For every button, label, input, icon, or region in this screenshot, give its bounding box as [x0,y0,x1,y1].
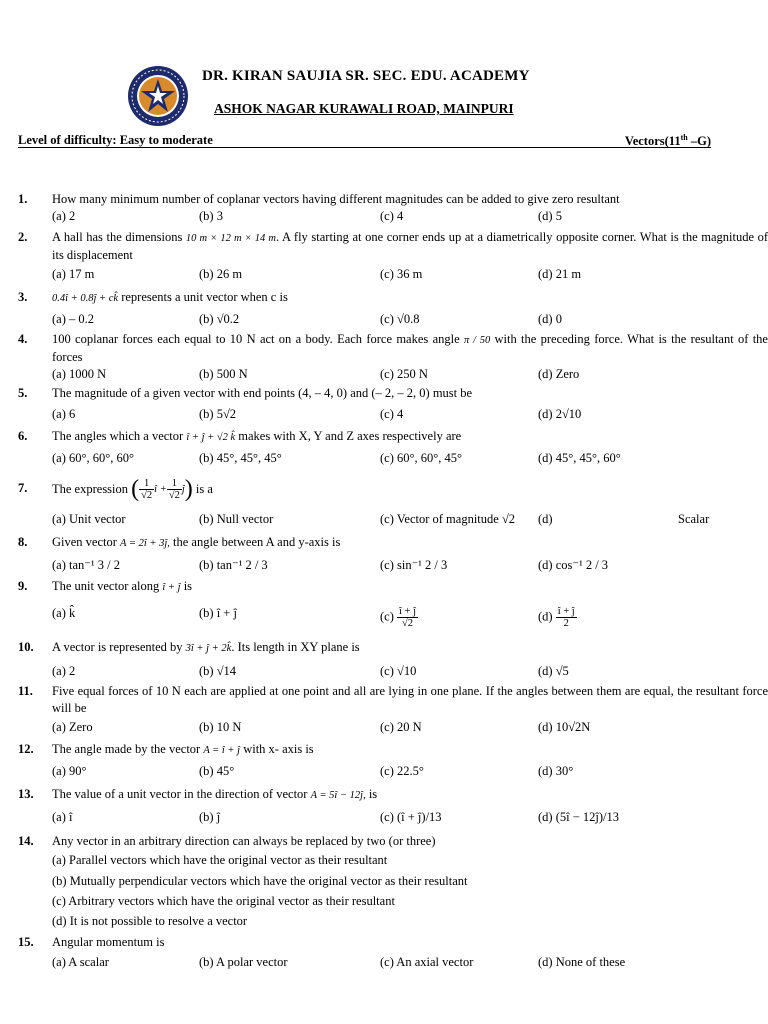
question-text: Five equal forces of 10 N each are applied at one point and all are lying in one plane. If the angles between them are equal, the resultant force will be [52,684,768,715]
question-text: The expression ( $\frac{1}{√2}$ î + $\frac{1}{√2}$ ĵ) is a [52,476,213,502]
option-a: (a) tan⁻¹ 3 / 2 [52,558,120,572]
option-a: (a) Zero [52,720,93,734]
question-text: A hall has the dimensions 10 m × 12 m × 14 m. A fly starting at one corner ends up at a diametrically opposite corner. What is the magnitude of its displacement [52,230,768,262]
option-a: (a) k̂ [52,606,76,620]
question-number: 8. [18,535,28,549]
question-text: 0.4î + 0.8ĵ + ck̂ represents a unit vector when c is [52,290,288,304]
option-a: (a) 6 [52,407,76,421]
question-2-options [52,267,768,285]
option-b: (b) 45° [199,764,235,778]
option-c: (c) √10 [380,664,417,678]
option-b: (b) 3 [199,209,223,223]
question-10-options [52,664,768,682]
subject-title: Vectors(11th –G) [624,133,711,149]
option-b: (b) 5√2 [199,407,237,421]
option-b: (b) 500 N [199,367,248,381]
question-11-options [52,720,768,738]
question-number: 2. [18,230,28,244]
question-7-options [52,512,768,530]
open-paren: ( [131,476,140,502]
fraction: $\frac{1}{√2}$ [141,478,153,501]
academy-seal-logo [126,64,190,128]
question-text: A vector is represented by 3î + ĵ + 2k̂. Its length in XY plane is [52,640,360,654]
question-number: 13. [18,787,34,801]
question-number: 4. [18,332,28,346]
option-c: (c) An axial vector [380,955,474,969]
option-a: (a) 2 [52,664,76,678]
option-a: (a) 17 m [52,267,95,281]
option-b: (b) 26 m [199,267,243,281]
option-c: (c) 60°, 60°, 45° [380,451,462,465]
option-d: (d) 0 [538,312,562,326]
option-d: (d) It is not possible to resolve a vector [52,914,248,928]
option-d: (d) None of these [538,955,626,969]
option-c: (c) sin⁻¹ 2 / 3 [380,558,448,572]
difficulty-level: Level of difficulty: Easy to moderate [18,133,213,147]
question-4-options [52,367,768,385]
option-d: (d) (5î − 12ĵ)/13 [538,810,619,824]
option-d-text: Scalar [678,512,710,526]
option-c: (c) Vector of magnitude √2 [380,512,516,526]
option-d: (d) [538,512,553,526]
option-b: (b) ĵ [199,810,221,824]
question-8-options [52,557,768,575]
fraction: $\frac{î + ĵ}{2}$ [557,606,575,629]
question-15-options [52,955,768,973]
option-c: (c) 4 [380,407,404,421]
question-number: 10. [18,640,34,654]
question-number: 14. [18,834,34,848]
question-5-options [52,407,768,425]
option-b: (b) Mutually perpendicular vectors which have the original vector as their resultant [52,874,468,888]
close-paren: ) [184,476,193,502]
option-d: (d) 2√10 [538,407,582,421]
question-text: How many minimum number of coplanar vectors having different magnitudes can be added to give zero resultant [52,192,620,206]
option-d: (d) Zero [538,367,580,381]
question-number: 9. [18,579,28,593]
question-text: 100 coplanar forces each equal to 10 N act on a body. Each force makes angle π / 50 with the preceding force. What is the resultant of the forces [52,332,768,364]
option-b: (b) 45°, 45°, 45° [199,451,282,465]
option-c: (c) 20 N [380,720,422,734]
question-3-options [52,312,768,330]
question-number: 11. [18,684,33,698]
option-d: (d) √5 [538,664,569,678]
option-d: (d) 5 [538,209,562,223]
option-b: (b) Null vector [199,512,274,526]
question-number: 6. [18,429,28,443]
option-a: (a) – 0.2 [52,312,94,326]
question-number: 5. [18,386,28,400]
option-c: (c) Arbitrary vectors which have the original vector as their resultant [52,894,395,908]
option-d: (d) 21 m [538,267,582,281]
option-a: (a) Unit vector [52,512,126,526]
question-text: The angles which a vector î + ĵ + √2 k̂ makes with X, Y and Z axes respectively are [52,429,462,443]
question-text: Given vector A = 2î + 3ĵ, the angle between A and y-axis is [52,535,341,549]
question-1-options [52,209,768,227]
question-text: Any vector in an arbitrary direction can always be replaced by two (or three) [52,834,436,848]
question-number: 7. [18,481,28,495]
question-text: The unit vector along î + ĵ is [52,579,193,593]
option-c: (c) (î + ĵ)/13 [380,810,442,824]
option-c: (c) √0.8 [380,312,420,326]
option-b: (b) √14 [199,664,237,678]
question-text: Angular momentum is [52,935,165,949]
option-b: (b) √0.2 [199,312,240,326]
question-12-options [52,764,768,782]
header-rule [18,147,711,148]
option-b: (b) î + ĵ [199,606,237,620]
question-13-options [52,810,768,828]
option-a: (a) 1000 N [52,367,107,381]
question-number: 12. [18,742,34,756]
option-d: (d) 10√2N [538,720,591,734]
question-number: 15. [18,935,34,949]
question-text: The value of a unit vector in the direction of vector A = 5î − 12ĵ, is [52,787,378,801]
option-a: (a) 60°, 60°, 60° [52,451,134,465]
option-c: (c) 250 N [380,367,428,381]
school-name: DR. KIRAN SAUJIA SR. SEC. EDU. ACADEMY [202,68,530,84]
question-number: 1. [18,192,28,206]
option-d: (d) 30° [538,764,574,778]
option-b: (b) 10 N [199,720,242,734]
question-7 [18,478,752,508]
option-d: (d) 45°, 45°, 60° [538,451,621,465]
question-text: The angle made by the vector A = î + ĵ with x- axis is [52,742,314,756]
option-c: (c) 22.5° [380,764,424,778]
option-a: (a) Parallel vectors which have the original vector as their resultant [52,853,388,867]
fraction: $\frac{1}{√2}$ [168,478,180,501]
fraction: $\frac{î + ĵ}{√2}$ [399,606,417,629]
option-d: (d) $\frac{î + ĵ}{2}$ [538,606,575,629]
option-a: (a) 2 [52,209,76,223]
school-address: ASHOK NAGAR KURAWALI ROAD, MAINPURI [214,101,514,116]
option-c: (c) $\frac{î + ĵ}{√2}$ [380,606,417,629]
question-text: The magnitude of a given vector with end points (4, – 4, 0) and (– 2, – 2, 0) must be [52,386,473,400]
option-a: (a) A scalar [52,955,109,969]
option-c: (c) 36 m [380,267,423,281]
option-d: (d) cos⁻¹ 2 / 3 [538,558,609,572]
option-a: (a) 90° [52,764,87,778]
option-b: (b) A polar vector [199,955,288,969]
option-c: (c) 4 [380,209,404,223]
question-number: 3. [18,290,28,304]
option-a: (a) î [52,810,73,824]
question-9-options [52,604,768,632]
question-6-options [52,451,768,469]
option-b: (b) tan⁻¹ 2 / 3 [199,558,268,572]
